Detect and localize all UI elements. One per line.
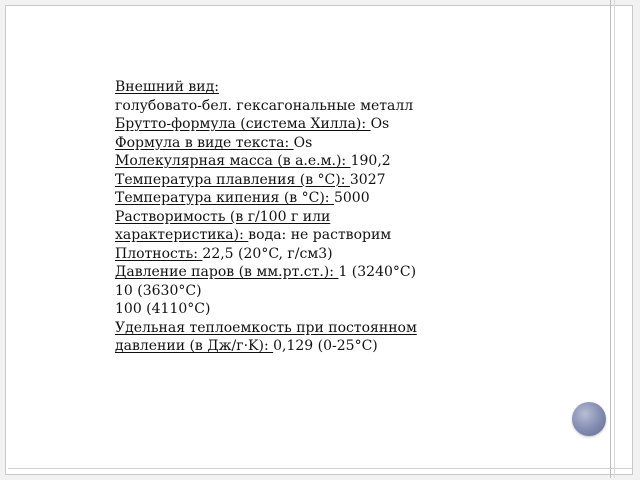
property-value: 22,5 (20°C, г/см3) (202, 245, 333, 262)
property-label: Растворимость (в г/100 г или (115, 208, 331, 225)
property-label: Температура кипения (в °C): (115, 190, 334, 206)
property-row-solubility (115, 208, 495, 227)
property-row-density (115, 245, 495, 264)
property-row-heat-capacity (115, 319, 495, 338)
property-value: голубовато-бел. гексагональные металл (115, 97, 414, 114)
property-label: Молекулярная масса (в а.е.м.): (115, 153, 351, 169)
property-label: Температура плавления (в °C): (115, 171, 350, 188)
property-row-heat-capacity-cont (115, 337, 495, 356)
property-value: Os (293, 134, 313, 151)
property-label: характеристика): (115, 227, 249, 243)
frame-line-right (610, 0, 611, 478)
property-row-appearance (115, 78, 495, 97)
property-value: Os (370, 116, 390, 132)
property-label: давлении (в Дж/г·K): (115, 338, 274, 354)
property-row-hill-formula (115, 115, 495, 134)
decorative-circle-icon (572, 402, 606, 436)
property-value: 100 (4110°C) (115, 301, 211, 317)
property-label: Формула в виде текста: (115, 134, 294, 151)
property-row-melting-point (115, 171, 495, 190)
property-row-boiling-point (115, 189, 495, 208)
property-row-text-formula (115, 134, 495, 153)
properties-list (115, 78, 495, 356)
property-value: 5000 (333, 190, 370, 206)
property-label: Брутто-формула (система Хилла): (115, 116, 371, 132)
frame-line-bottom (8, 468, 632, 469)
frame-line-right-inner (614, 0, 615, 478)
property-value: вода: не растворим (248, 227, 392, 243)
property-row-vapor-pressure-2 (115, 282, 495, 301)
property-label: Внешний вид: (115, 79, 219, 95)
property-label: Давление паров (в мм.рт.ст.): (115, 264, 339, 280)
property-value: 1 (3240°C) (338, 264, 417, 280)
property-row-molar-mass (115, 152, 495, 171)
property-row-vapor-pressure (115, 263, 495, 282)
property-label: Удельная теплоемкость при постоянном (115, 319, 417, 336)
property-row-appearance-value (115, 97, 495, 116)
property-value: 10 (3630°C) (115, 282, 202, 299)
property-value: 190,2 (350, 153, 391, 169)
property-value: 3027 (349, 171, 386, 188)
property-label: Плотность: (115, 245, 203, 262)
property-row-solubility-cont (115, 226, 495, 245)
property-value: 0,129 (0-25°C) (273, 338, 378, 354)
property-row-vapor-pressure-3 (115, 300, 495, 319)
